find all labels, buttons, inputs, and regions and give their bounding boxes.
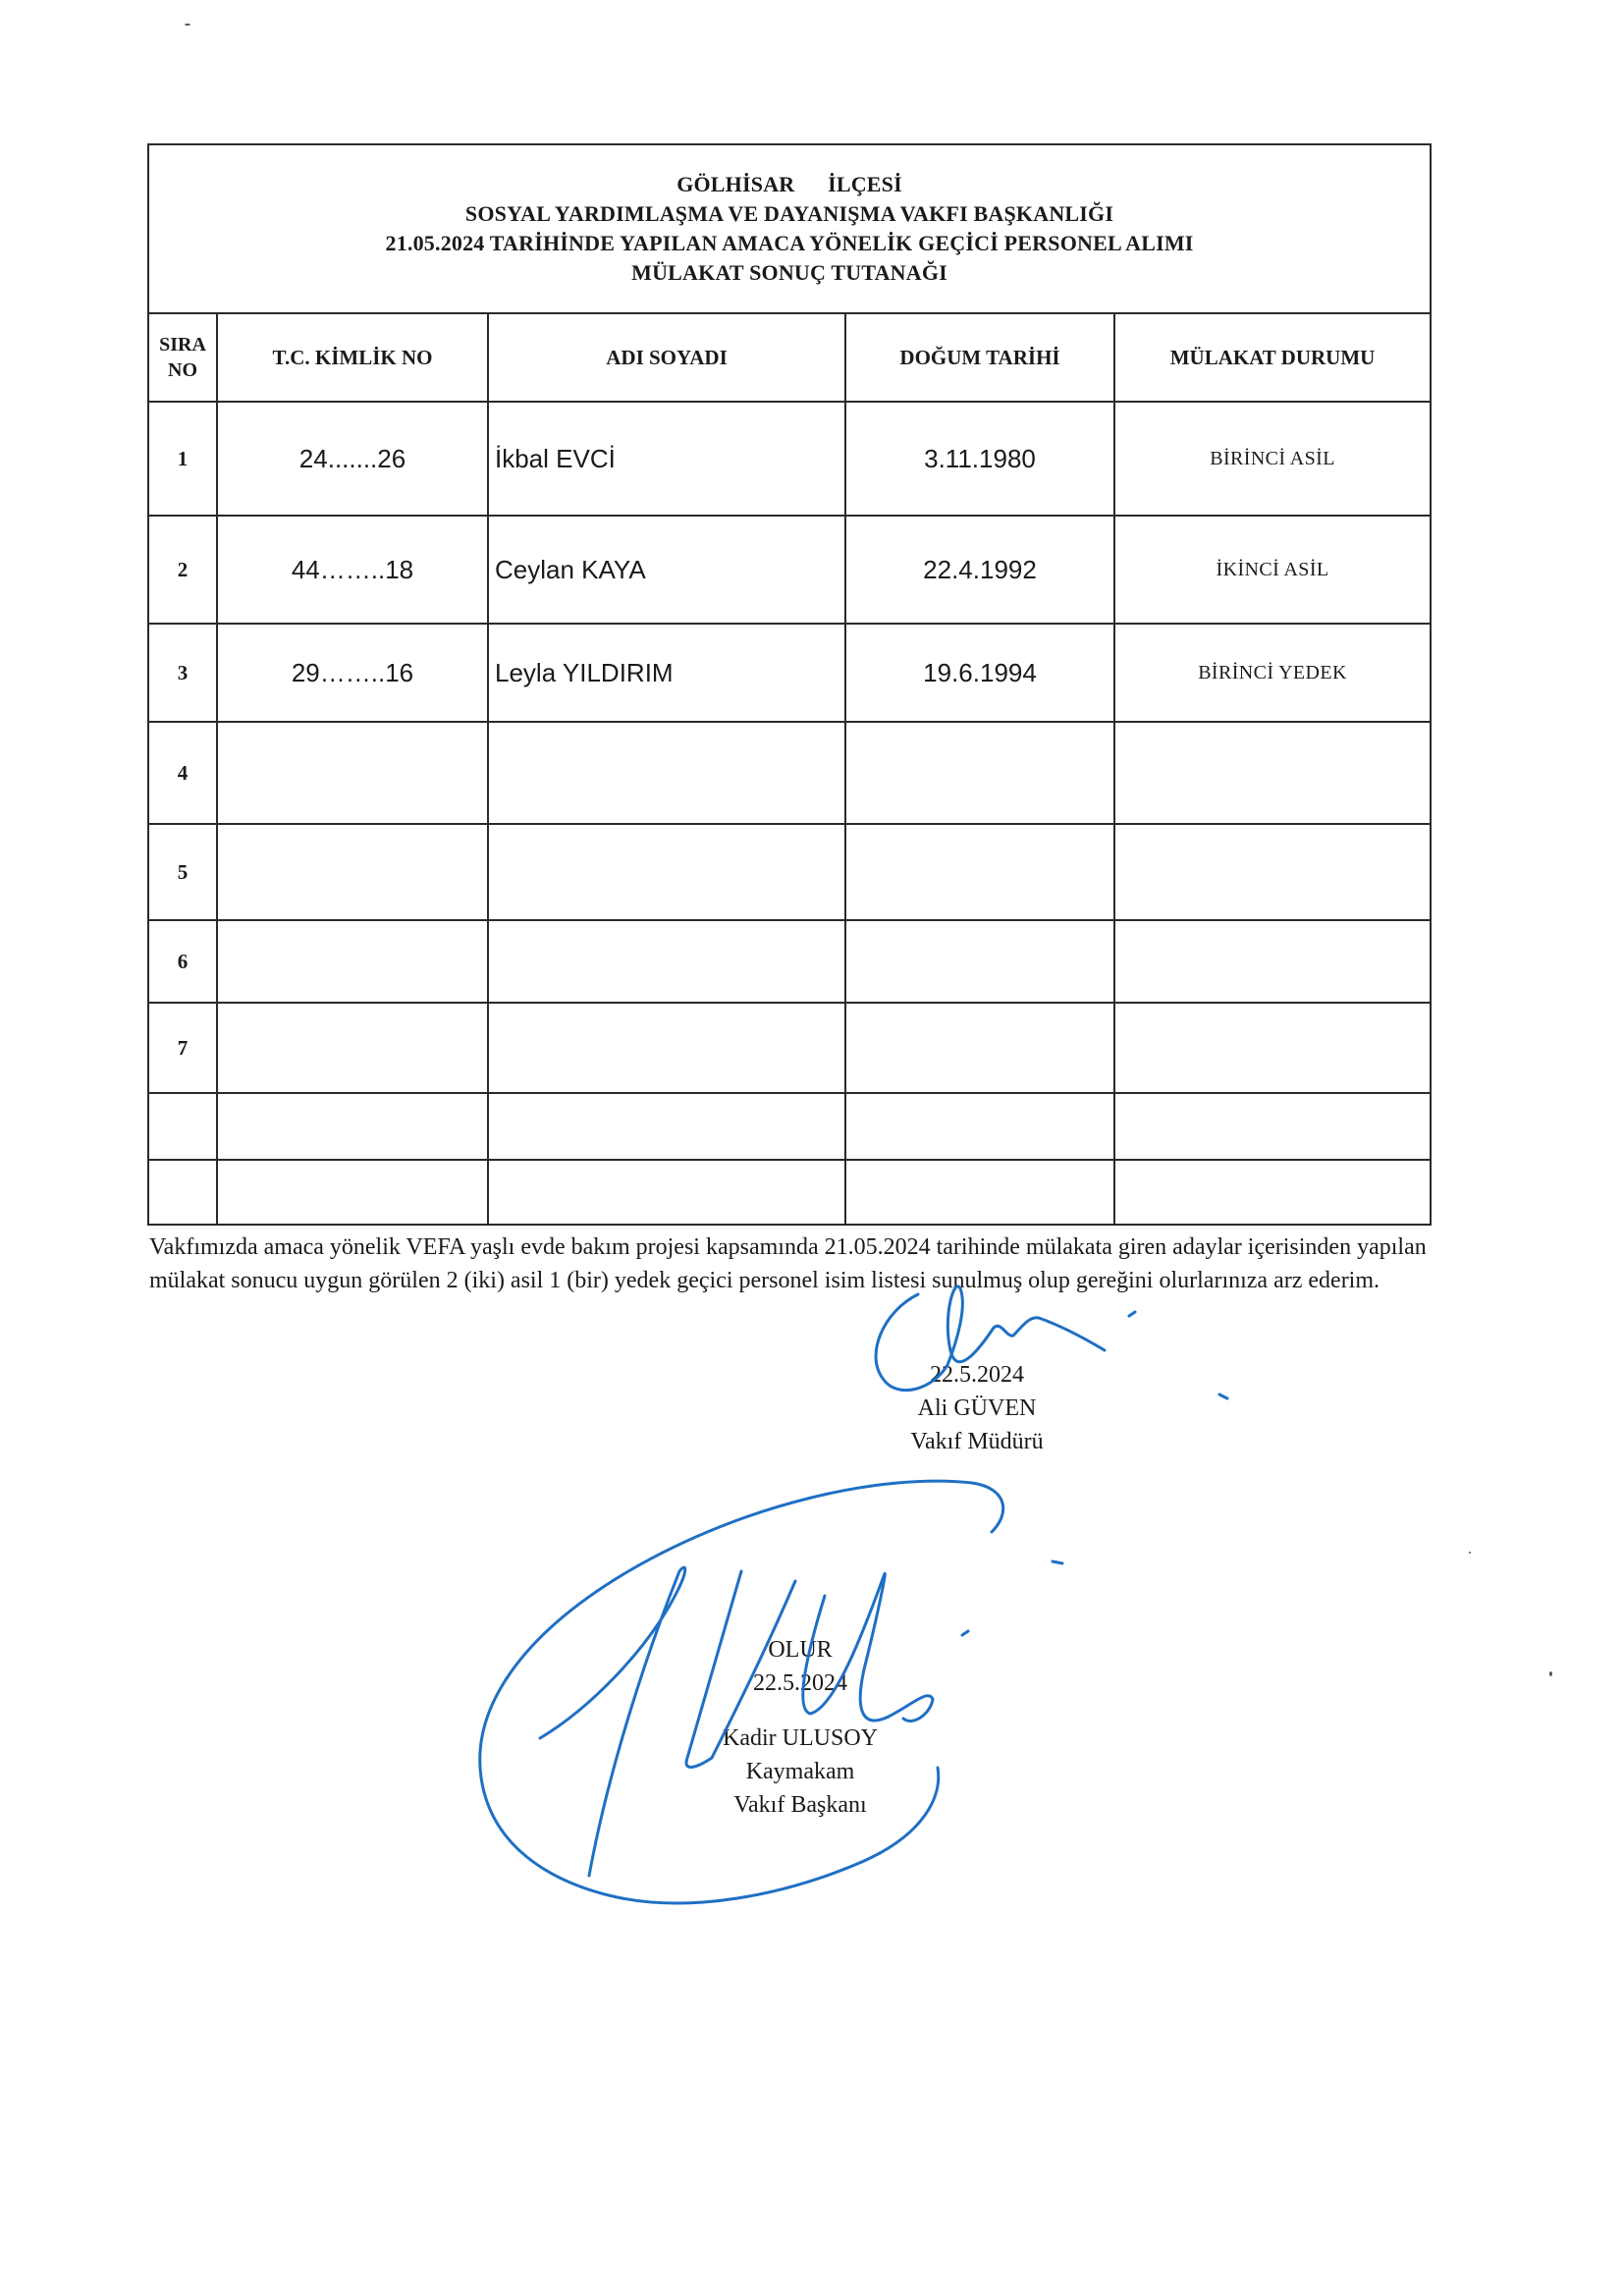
row-birth-date: [845, 1003, 1114, 1093]
row-status: [1114, 920, 1431, 1003]
row-name: [488, 722, 845, 824]
table-row: [148, 516, 1431, 624]
row-status: BİRİNCİ YEDEK: [1114, 624, 1431, 722]
row-birth-date: 19.6.1994: [845, 624, 1114, 722]
approval-olur: OLUR: [768, 1637, 833, 1663]
row-sira: 6: [148, 920, 217, 1003]
row-sira: 2: [148, 516, 217, 624]
header-line-4: MÜLAKAT SONUÇ TUTANAĞI: [631, 260, 947, 285]
row-status: [1114, 1093, 1431, 1160]
column-status: MÜLAKAT DURUMU: [1114, 313, 1431, 402]
row-tc-kimlik: 24.......26: [217, 402, 488, 516]
header-line-1: [149, 170, 1430, 199]
row-birth-date: [845, 722, 1114, 824]
kaymakam-signature-dot-2: [962, 1631, 968, 1635]
row-sira: 4: [148, 722, 217, 824]
footer-paragraph: Vakfımızda amaca yönelik VEFA yaşlı evde bakım projesi kapsamında 21.05.2024 tarihinde mülakata giren adaylar içerisinden yapılan mülakat sonucu uygun görülen 2 (iki) asil 1 (bir) yedek geçici personel isim listesi sunulmuş olup gereğini olurlarınıza arz ederim.: [149, 1234, 1427, 1293]
header-district: GÖLHİSAR: [676, 172, 795, 196]
row-sira: [148, 1160, 217, 1225]
row-birth-date: [845, 920, 1114, 1003]
row-status: İKİNCİ ASİL: [1114, 516, 1431, 624]
row-name: Ceylan KAYA: [488, 516, 845, 624]
row-birth-date: [845, 824, 1114, 920]
row-status: BİRİNCİ ASİL: [1114, 402, 1431, 516]
row-tc-kimlik: 29……..16: [217, 624, 488, 722]
row-tc-kimlik: [217, 722, 488, 824]
column-tc: T.C. KİMLİK NO: [217, 313, 488, 402]
column-header-row: [148, 313, 1431, 402]
approval-name: Kadir ULUSOY: [723, 1725, 878, 1751]
table-row: [148, 920, 1431, 1003]
table-row: [148, 1003, 1431, 1093]
column-sira: [148, 313, 217, 402]
row-sira: 1: [148, 402, 217, 516]
director-date: 22.5.2024: [930, 1362, 1024, 1388]
column-birth: DOĞUM TARİHİ: [845, 313, 1114, 402]
table-row: [148, 722, 1431, 824]
table-body: [148, 402, 1431, 1225]
column-sira-line2: NO: [168, 359, 197, 381]
kaymakam-signature-dot: [1053, 1561, 1062, 1563]
row-sira: 3: [148, 624, 217, 722]
column-sira-line1: SIRA: [159, 334, 206, 355]
row-name: [488, 1160, 845, 1225]
table-row: [148, 1160, 1431, 1225]
row-birth-date: 22.4.1992: [845, 516, 1114, 624]
kaymakam-signature-stroke-1: [540, 1567, 685, 1876]
director-name: Ali GÜVEN: [917, 1395, 1037, 1421]
approval-date: 22.5.2024: [753, 1670, 847, 1696]
row-birth-date: [845, 1160, 1114, 1225]
row-name: [488, 920, 845, 1003]
row-name: [488, 1003, 845, 1093]
row-status: [1114, 1160, 1431, 1225]
table-row: [148, 824, 1431, 920]
table-row: [148, 624, 1431, 722]
row-sira: [148, 1093, 217, 1160]
result-table: [147, 143, 1432, 1226]
scan-speck: [1469, 1552, 1471, 1554]
header-line-2: SOSYAL YARDIMLAŞMA VE DAYANIŞMA VAKFI BAŞKANLIĞI: [464, 201, 1114, 226]
row-birth-date: 3.11.1980: [845, 402, 1114, 516]
row-sira: 7: [148, 1003, 217, 1093]
column-name: ADI SOYADI: [488, 313, 845, 402]
row-tc-kimlik: [217, 920, 488, 1003]
row-name: Leyla YILDIRIM: [488, 624, 845, 722]
header-line-3: 21.05.2024 TARİHİNDE YAPILAN AMACA YÖNELİK GEÇİCİ PERSONEL ALIMI: [385, 231, 1194, 255]
row-status: [1114, 1003, 1431, 1093]
director-signature-block: [864, 1358, 1090, 1458]
header-row: [148, 144, 1431, 313]
director-title: Vakıf Müdürü: [910, 1429, 1044, 1454]
row-tc-kimlik: [217, 1160, 488, 1225]
table-row: [148, 402, 1431, 516]
row-status: [1114, 722, 1431, 824]
row-tc-kimlik: [217, 824, 488, 920]
row-name: İkbal EVCİ: [488, 402, 845, 516]
header-ilce: İLÇESİ: [828, 172, 902, 196]
scan-speck: [1549, 1671, 1552, 1676]
row-tc-kimlik: [217, 1003, 488, 1093]
approval-title-2: Vakıf Başkanı: [733, 1792, 867, 1818]
director-signature-tick: [1129, 1312, 1135, 1316]
row-name: [488, 824, 845, 920]
row-birth-date: [845, 1093, 1114, 1160]
approval-title-1: Kaymakam: [745, 1759, 855, 1784]
row-tc-kimlik: [217, 1093, 488, 1160]
row-status: [1114, 824, 1431, 920]
scan-speck: [185, 24, 190, 26]
table-row: [148, 1093, 1431, 1160]
document-header: [148, 144, 1431, 313]
director-signature-dot: [1219, 1394, 1227, 1398]
row-name: [488, 1093, 845, 1160]
row-tc-kimlik: 44……..18: [217, 516, 488, 624]
row-sira: 5: [148, 824, 217, 920]
approval-signature-block: [668, 1633, 933, 1822]
